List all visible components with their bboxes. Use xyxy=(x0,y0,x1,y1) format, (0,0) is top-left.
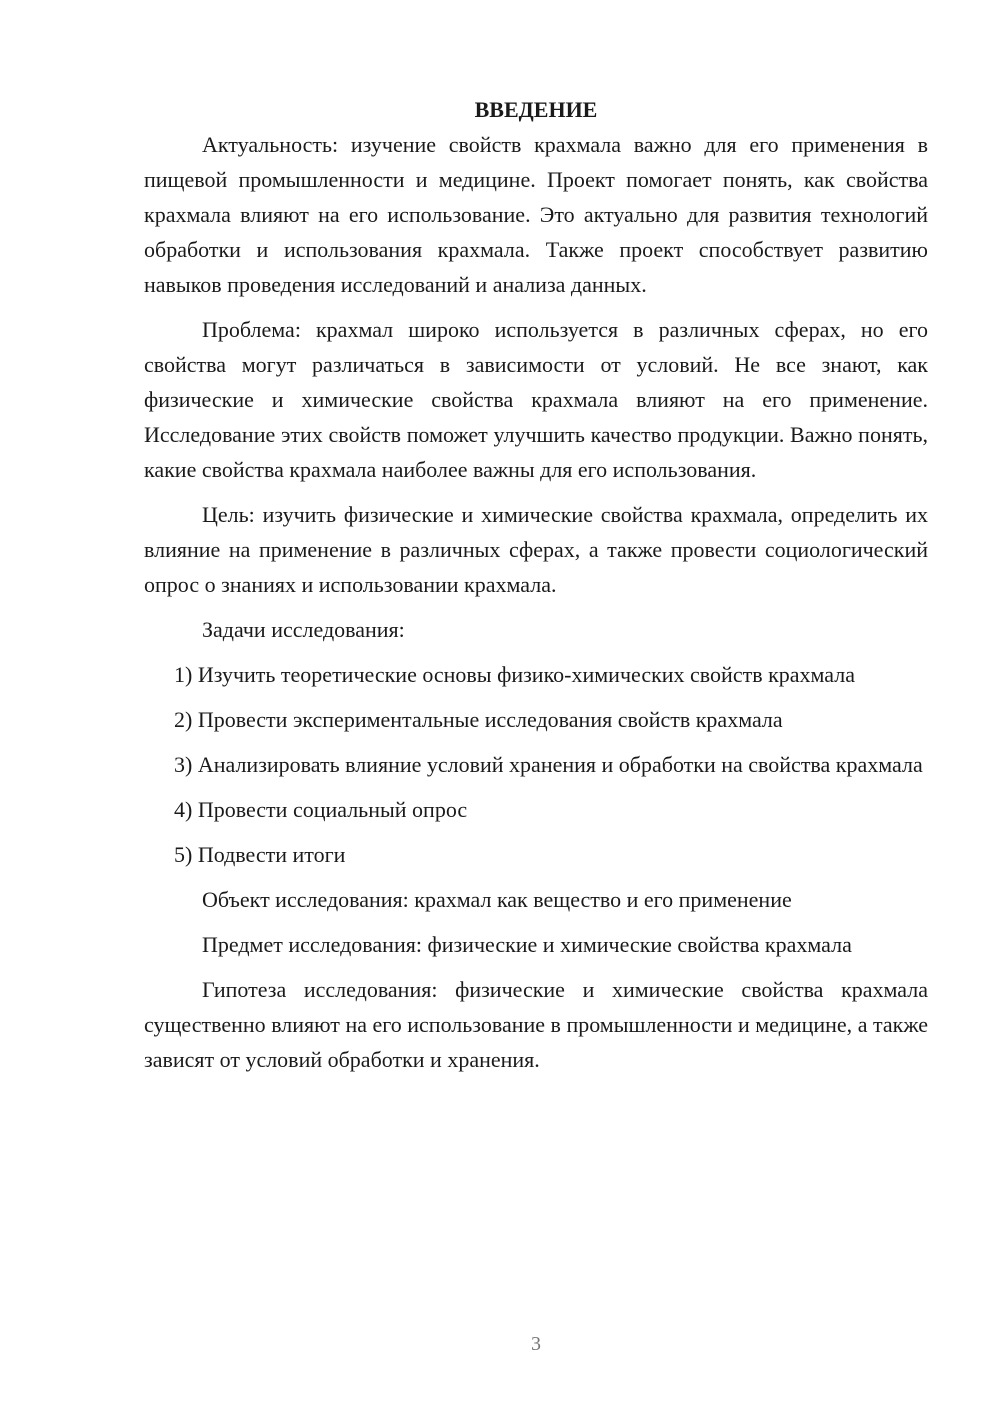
paragraph-object: Объект исследования: крахмал как вещество и его применение xyxy=(202,887,792,912)
task-item-5: 5) Подвести итоги xyxy=(174,842,346,867)
paragraph-subject: Предмет исследования: физические и химические свойства крахмала xyxy=(202,932,852,957)
page-number: 3 xyxy=(531,1333,541,1355)
paragraph-relevance: Актуальность: изучение свойств крахмала важно для его применения в пищевой промышленности и медицине. Проект помогает понять, как свойства крахмала влияют на его использование. Это актуально для развития технологий обработки и использования крахмала. Также проект способствует развитию навыков проведения исследований и анализа данных. xyxy=(144,132,928,297)
paragraph-goal: Цель: изучить физические и химические свойства крахмала, определить их влияние на применение в различных сферах, а также провести социологический опрос о знаниях и использовании крахмала. xyxy=(144,502,928,597)
section-title: ВВЕДЕНИЕ xyxy=(474,97,598,122)
paragraph-hypothesis: Гипотеза исследования: физические и химические свойства крахмала существенно влияют на его использование в промышленности и медицине, а также зависят от условий обработки и хранения. xyxy=(144,977,928,1072)
task-item-1: 1) Изучить теоретические основы физико-химических свойств крахмала xyxy=(174,662,856,687)
task-item-3: 3) Анализировать влияние условий хранения и обработки на свойства крахмала xyxy=(174,752,923,777)
task-item-2: 2) Провести экспериментальные исследования свойств крахмала xyxy=(174,707,783,732)
task-item-4: 4) Провести социальный опрос xyxy=(174,797,468,822)
paragraph-problem: Проблема: крахмал широко используется в различных сферах, но его свойства могут различаться в зависимости от условий. Не все знают, как физические и химические свойства крахмала влияют на его применение. Исследование этих свойств поможет улучшить качество продукции. Важно понять, какие свойства крахмала наиболее важны для его использования. xyxy=(144,317,928,482)
document-page xyxy=(144,92,928,1087)
tasks-heading: Задачи исследования: xyxy=(202,617,405,642)
